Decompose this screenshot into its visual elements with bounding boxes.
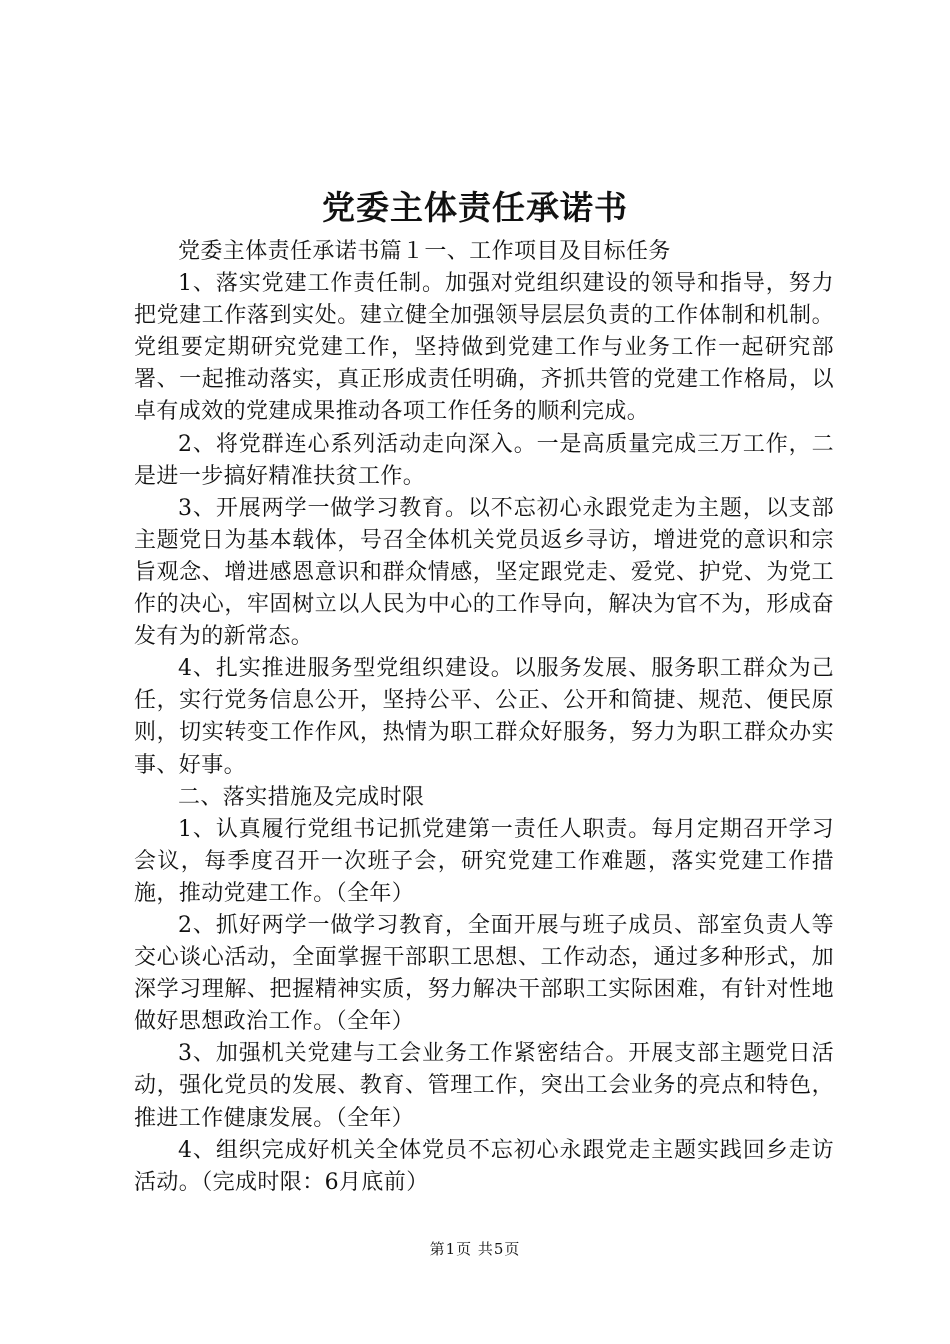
paragraph-measure-4: 4、组织完成好机关全体党员不忘初心永跟党走主题实践回乡走访活动。（完成时限：6月底前） [134,1137,834,1195]
section-heading-measures: 二、落实措施及完成时限 [178,784,425,810]
document-title: 党委主体责任承诺书 [322,188,628,227]
document-body [134,236,834,1199]
page-number-footer: 第1页 共5页 [429,1240,521,1258]
paragraph-measure-3: 3、加强机关党建与工会业务工作紧密结合。开展支部主题党日活动，强化党员的发展、教育、管理工作，突出工会业务的亮点和特色，推进工作健康发展。（全年） [134,1041,834,1131]
paragraph-measure-1: 1、认真履行党组书记抓党建第一责任人职责。每月定期召开学习会议，每季度召开一次班子会，研究党建工作难题，落实党建工作措施，推动党建工作。（全年） [134,816,834,906]
paragraph-item-3: 3、开展两学一做学习教育。以不忘初心永跟党走为主题，以支部主题党日为基本载体，号召全体机关党员返乡寻访，增进党的意识和宗旨观念、增进感恩意识和群众情感，坚定跟党走、爱党、护党、为党工作的决心，牢固树立以人民为中心的工作导向，解决为官不为，形成奋发有为的新常态。 [134,495,834,650]
paragraph-measure-2: 2、抓好两学一做学习教育，全面开展与班子成员、部室负责人等交心谈心活动，全面掌握干部职工思想、工作动态，通过多种形式，加深学习理解、把握精神实质，努力解决干部职工实际困难，有针对性地做好思想政治工作。（全年） [134,912,834,1035]
paragraph-item-4: 4、扎实推进服务型党组织建设。以服务发展、服务职工群众为己任，实行党务信息公开，坚持公平、公正、公开和简捷、规范、便民原则，切实转变工作作风，热情为职工群众好服务，努力为职工群众办实事、好事。 [134,656,834,778]
paragraph-intro: 党委主体责任承诺书篇１一、工作项目及目标任务 [178,239,671,264]
paragraph-item-1: 1、落实党建工作责任制。加强对党组织建设的领导和指导，努力把党建工作落到实处。建立健全加强领导层层负责的工作体制和机制。党组要定期研究党建工作，坚持做到党建工作与业务工作一起研究部署、一起推动落实，真正形成责任明确，齐抓共管的党建工作格局，以卓有成效的党建成果推动各项工作任务的顺利完成。 [134,271,834,425]
paragraph-item-2: 2、将党群连心系列活动走向深入。一是高质量完成三万工作，二是进一步搞好精准扶贫工作。 [134,431,834,489]
